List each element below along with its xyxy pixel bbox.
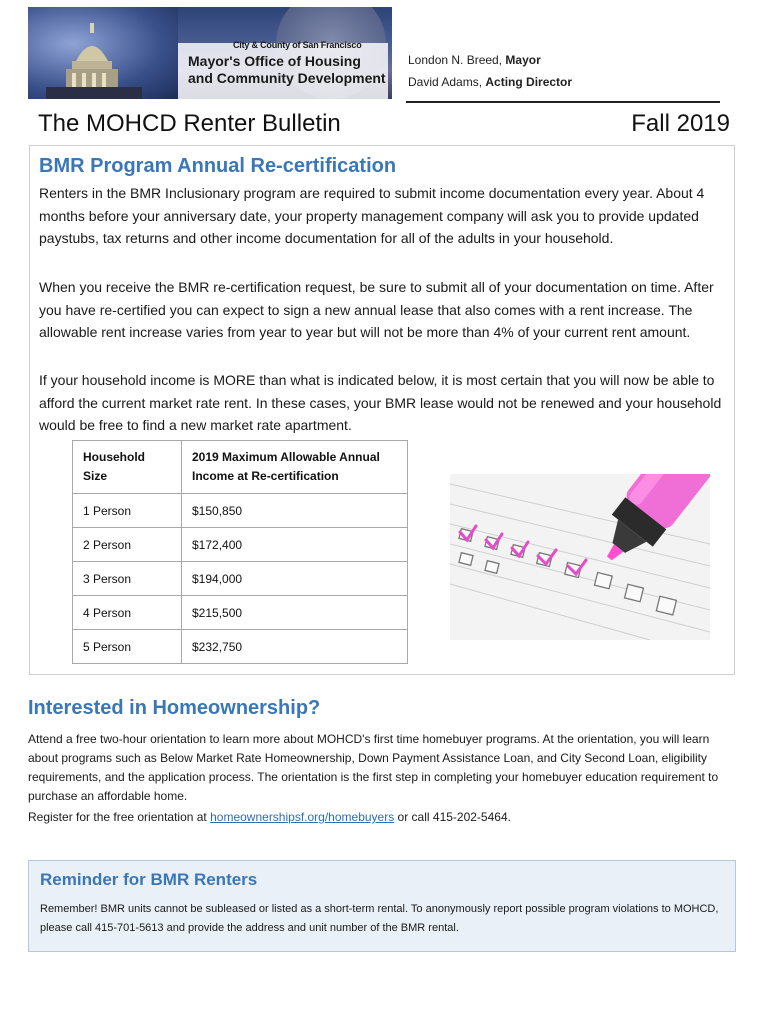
table-row [73,528,408,562]
official-director [408,71,572,93]
official-mayor [408,49,572,71]
table-header-row [73,441,408,494]
max-income-cell: $172,400 [182,528,408,562]
bulletin-season: Fall 2019 [631,110,730,137]
bmr-paragraph-1: Renters in the BMR Inclusionary program are required to submit income documentation every year. About 4 months before your anniversary date, your property management company will ask you to provide updated paystubs, tax returns and other income documentation for all of the adults in your household. [39,185,705,246]
register-line [28,808,738,827]
table-row [73,562,408,596]
table-row [73,596,408,630]
max-income-cell: $194,000 [182,562,408,596]
household-size-cell: 3 Person [73,562,182,596]
bulletin-title: The MOHCD Renter Bulletin [38,110,341,137]
bmr-heading: BMR Program Annual Re-certification [39,155,397,177]
household-size-cell: 1 Person [73,494,182,528]
checklist-highlighter-photo [450,474,710,640]
bmr-paragraph-3: If your household income is MORE than what is indicated below, it is most certain that you will now be able to afford the current market rate rent. In these cases, your BMR lease would not be renewed and your household would be free to find a new market rate apartment. [39,372,722,433]
table-row [73,494,408,528]
official-role: Mayor [505,53,541,67]
official-name: David Adams, [408,75,486,89]
household-size-cell: 4 Person [73,596,182,630]
office-line-2: and Community Development [188,70,386,86]
official-role: Acting Director [485,75,573,89]
table-row [73,630,408,664]
household-size-cell: 5 Person [73,630,182,664]
header-divider [406,101,720,103]
reminder-heading: Reminder for BMR Renters [40,870,258,889]
official-name: London N. Breed, [408,53,506,67]
max-income-cell: $232,750 [182,630,408,664]
homebuyers-link[interactable]: homeownershipsf.org/homebuyers [210,810,395,824]
max-income-cell: $150,850 [182,494,408,528]
homeownership-heading: Interested in Homeownership? [28,697,321,719]
banner-office-name [188,53,386,87]
register-suffix: or call 415-202-5464. [394,810,511,824]
office-line-1: Mayor's Office of Housing [188,53,361,69]
register-prefix: Register for the free orientation at [28,810,211,824]
homeownership-paragraph: Attend a free two-hour orientation to learn more about MOHCD's first time homebuyer programs. At the orientation, you will learn about programs such as Below Market Rate Homeownership, Down Payment Assistance Loan, and City Second Loan, eligibility requirements, and the application process. The orientation is the first step in completing your homebuyer education requirement to purchase an affordable home. [28,732,719,803]
reminder-paragraph: Remember! BMR units cannot be subleased or listed as a short-term rental. To anonymously report possible program violations to MOHCD, please call 415-701-5613 and provide the address and unit number of the BMR rental. [40,903,719,934]
city-hall-dome-icon [46,21,142,99]
header-max-income: 2019 Maximum Allowable Annual Income at Re-certification [182,441,408,494]
header-household-size: Household Size [73,441,182,494]
officials-list [408,49,572,93]
household-size-cell: 2 Person [73,528,182,562]
banner-city-line: City & County of San Francisco [233,40,362,50]
bmr-paragraph-2: When you receive the BMR re-certification request, be sure to submit all of your documentation on time. After you have re-certified you can expect to sign a new annual lease that also comes with a rent increase. The allowable rent increase varies from year to year but will not be more than 4% of your current rent amount. [39,279,714,340]
income-limit-table [72,440,408,664]
max-income-cell: $215,500 [182,596,408,630]
